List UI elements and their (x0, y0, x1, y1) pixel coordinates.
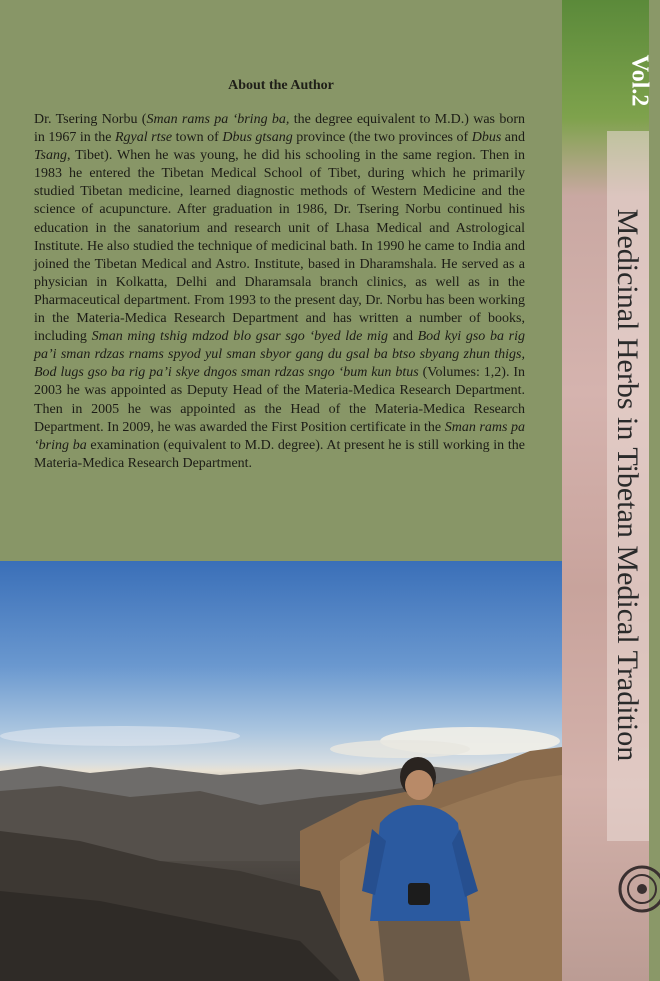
about-author-heading: About the Author (228, 78, 334, 93)
bio-italic-term: Tsang (34, 148, 67, 164)
back-cover-panel (0, 0, 562, 561)
bio-italic-term: Dbus gtsang (222, 130, 293, 146)
bio-italic-term: Sman ming tshig mdzod blo gsar sgo ‘byed lde mig (91, 329, 389, 345)
bio-italic-term: Dbus (471, 130, 502, 146)
bio-italic-term: Sman rams pa ‘bring ba, (146, 112, 290, 127)
bio-text: and (388, 329, 418, 345)
bio-italic-term: Bod kyi gso ba rig pa’i sman rdzas rnams spyod yul sman sbyor gang du gsal ba btso sbyang zhun thigs, Bod lugs gso ba rig pa’i skye dngos sman rdzas sngo ‘bum kun btus (34, 329, 526, 381)
bio-text: the degree equivalent to M.D.) was born in 1967 in the (34, 112, 525, 146)
bio-text: town of (172, 130, 223, 146)
spine-title: Medicinal Herbs in Tibetan Medical Tradition (611, 208, 644, 762)
bio-text: , Tibet). When he was young, he did his schooling in the same region. Then in 1983 he entered the Tibetan Medical School of Tibet, during which he primarily studied Tibetan medicine, learned diagnostic methods of Western Medicine and the science of acupuncture. After graduation in 1986, Dr. Tsering Norbu continued his education in the sanatorium and research unit of Lhasa Medical and Astrological Institute. He also studied the technique of medicinal bath. In 1990 he came to India and joined the Tibetan Medical and Astro. Institute, based in Dharamshala. He served as a physician in Kolkatta, Delhi and Dharamsala branch clinics, as well as in the Pharmaceutical department. From 1993 to the present day, Dr. Norbu has been working in the Materia-Medica Research Department and has written a number of books, including (34, 148, 525, 345)
author-photo (0, 561, 562, 981)
bio-text: and (501, 130, 525, 146)
author-biography (34, 111, 525, 473)
bio-italic-term: Rgyal rtse (114, 130, 173, 146)
bio-text: (Volumes: 1,2). In 2003 he was appointed as Deputy Head of the Materia-Medica Research Department. Then in 2005 he was appointed as the Head of the Materia-Medica Research Department. In 2009, he was awarded the First Position certificate in the (34, 365, 526, 435)
institute-seal-icon (612, 855, 660, 925)
bio-italic-term: Sman rams pa ‘bring ba (34, 419, 525, 453)
spine-volume-label: Vol.2 (626, 54, 653, 106)
bio-text: province (the two provinces of (292, 130, 472, 146)
mountain-landscape-image (0, 561, 562, 981)
bio-text: Dr. Tsering Norbu ( (34, 112, 147, 127)
bio-text: examination (equivalent to M.D. degree). At present he is still working in the Materia-Medica Research Department. (34, 437, 525, 471)
